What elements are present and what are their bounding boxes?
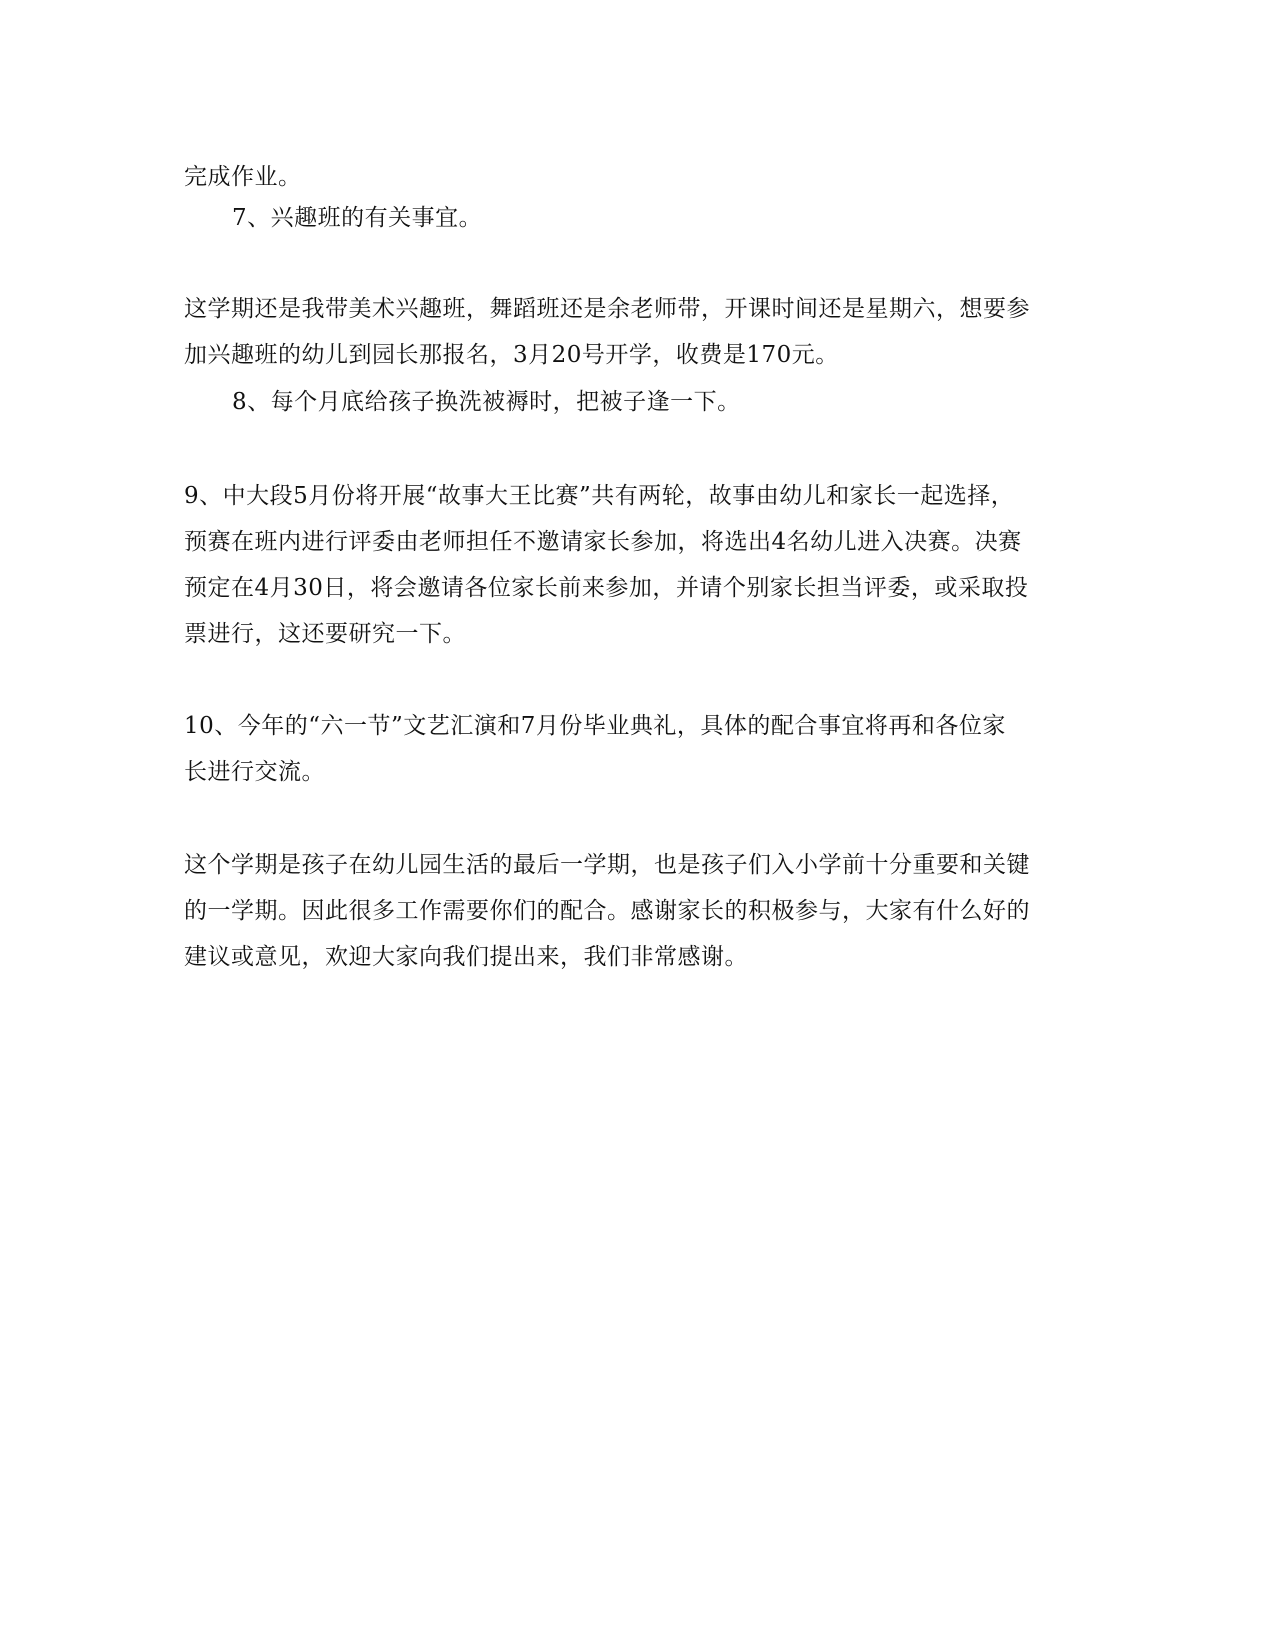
text-line: 加兴趣班的幼儿到园长那报名，3月20号开学，收费是170元。 [184, 342, 839, 368]
text-line: 预定在4月30日，将会邀请各位家长前来参加，并请个别家长担当评委，或采取投 [184, 575, 1029, 601]
closing-paragraph-line: 的一学期。因此很多工作需要你们的配合。感谢家长的积极参与，大家有什么好的 [184, 898, 1030, 924]
list-item-9: 9、中大段5月份将开展“故事大王比赛”共有两轮，故事由幼儿和家长一起选择， [184, 483, 1015, 509]
list-item-7: 7、兴趣班的有关事宜。 [232, 205, 483, 231]
closing-paragraph-line: 这个学期是孩子在幼儿园生活的最后一学期，也是孩子们入小学前十分重要和关键 [184, 852, 1030, 878]
text-line: 完成作业。 [184, 164, 302, 190]
list-item-10: 10、今年的“六一节”文艺汇演和7月份毕业典礼，具体的配合事宜将再和各位家 [184, 713, 1006, 739]
text-line: 长进行交流。 [184, 759, 325, 785]
closing-paragraph-line: 建议或意见，欢迎大家向我们提出来，我们非常感谢。 [184, 944, 748, 970]
text-line: 预赛在班内进行评委由老师担任不邀请家长参加，将选出4名幼儿进入决赛。决赛 [184, 529, 1022, 555]
text-line: 这学期还是我带美术兴趣班，舞蹈班还是余老师带，开课时间还是星期六，想要参 [184, 296, 1030, 322]
list-item-8: 8、每个月底给孩子换洗被褥时，把被子逢一下。 [232, 389, 741, 415]
text-line: 票进行，这还要研究一下。 [184, 621, 466, 647]
